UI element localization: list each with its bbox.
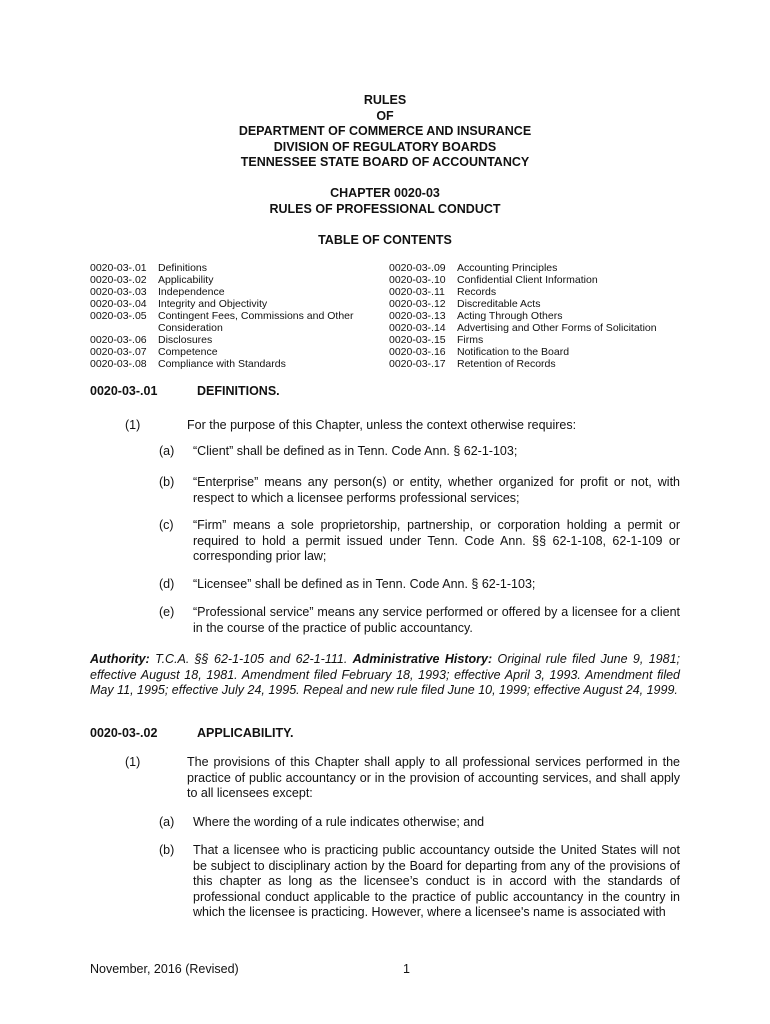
- subparagraph: [159, 605, 680, 636]
- toc-entry[interactable]: [90, 358, 362, 370]
- chapter-number: CHAPTER 0020-03: [330, 186, 440, 200]
- paragraph: [125, 755, 680, 802]
- toc-entry[interactable]: [389, 322, 689, 334]
- subparagraph-text: “Enterprise” means any person(s) or entity, whether organized for profit or not, with respect to which a licensee performs professional services;: [193, 475, 680, 505]
- toc-entry-number: 0020-03-.01: [90, 262, 147, 274]
- chapter-heading: [0, 186, 770, 217]
- toc-entry-number: 0020-03-.06: [90, 334, 147, 346]
- paragraph-label: (1): [125, 418, 141, 432]
- title-line: DEPARTMENT OF COMMERCE AND INSURANCE: [238, 124, 532, 138]
- paragraph-text: For the purpose of this Chapter, unless the context otherwise requires:: [187, 418, 577, 432]
- subparagraph-label: (d): [159, 577, 175, 591]
- toc-entry[interactable]: [389, 310, 689, 322]
- subparagraph: [159, 518, 680, 565]
- toc-entry-number: 0020-03-.05: [90, 310, 147, 322]
- title-line: DIVISION OF REGULATORY BOARDS: [273, 139, 497, 154]
- section-title: APPLICABILITY.: [197, 726, 294, 740]
- toc-entry-number: 0020-03-.17: [389, 358, 446, 370]
- subparagraph: [159, 475, 680, 506]
- toc-entry-number: 0020-03-.15: [389, 334, 446, 346]
- toc-entry-title: Advertising and Other Forms of Solicitation: [457, 322, 657, 334]
- toc-heading: [0, 233, 770, 249]
- section-heading-definitions: [90, 384, 280, 400]
- history-label: Administrative History:: [352, 652, 493, 666]
- toc-entry-title: Notification to the Board: [457, 346, 570, 358]
- subparagraph: [159, 577, 680, 593]
- toc-entry-title: Compliance with Standards: [158, 358, 286, 370]
- toc-entry-number: 0020-03-.16: [389, 346, 446, 358]
- paragraph: [125, 418, 680, 434]
- subparagraph-text: “Licensee” shall be defined as in Tenn. Code Ann. § 62-1-103;: [193, 577, 536, 591]
- toc-entry[interactable]: [90, 298, 362, 310]
- toc-entry-number: 0020-03-.10: [389, 274, 446, 286]
- toc-entry[interactable]: [389, 346, 689, 358]
- toc-heading-text: TABLE OF CONTENTS: [318, 233, 452, 247]
- section-number: 0020-03-.02: [90, 726, 158, 740]
- toc-entry[interactable]: [389, 298, 689, 310]
- toc-entry-number: 0020-03-.03: [90, 286, 147, 298]
- subparagraph-text: “Firm” means a sole proprietorship, partnership, or corporation holding a permit or required to hold a permit issued under Tenn. Code Ann. §§ 62-1-108, 62-1-109 or corresponding prior law;: [193, 518, 680, 563]
- toc-entry-number: 0020-03-.11: [389, 286, 445, 298]
- toc-entry[interactable]: [90, 346, 362, 358]
- title-line: RULES: [363, 93, 407, 107]
- toc-right-column: [389, 262, 689, 370]
- paragraph-label: (1): [125, 755, 141, 769]
- toc-entry[interactable]: [389, 262, 689, 274]
- page-number: 1: [403, 962, 410, 976]
- subparagraph: [159, 444, 680, 460]
- toc-entry-title: Contingent Fees, Commissions and Other Consideration: [158, 310, 354, 334]
- title-line: OF: [376, 108, 394, 123]
- paragraph-text: The provisions of this Chapter shall apply to all professional services performed in the practice of public accountancy or in the provision of accounting services, and shall apply to all licensees except:: [187, 755, 680, 800]
- toc-left-column: [90, 262, 362, 370]
- toc-entry[interactable]: [389, 334, 689, 346]
- authority-text: T.C.A. §§ 62-1-105 and 62-1-111.: [149, 652, 353, 666]
- toc-entry-number: 0020-03-.12: [389, 298, 446, 310]
- subparagraph-text: Where the wording of a rule indicates otherwise; and: [193, 815, 485, 829]
- toc-entry-number: 0020-03-.02: [90, 274, 147, 286]
- toc-entry[interactable]: [90, 286, 362, 298]
- footer-date: November, 2016 (Revised): [90, 962, 239, 976]
- toc-entry-title: Applicability: [158, 274, 214, 286]
- toc-entry-number: 0020-03-.13: [389, 310, 446, 322]
- toc-entry[interactable]: [90, 274, 362, 286]
- toc-entry-number: 0020-03-.14: [389, 322, 446, 334]
- subparagraph-label: (a): [159, 444, 175, 458]
- toc-entry[interactable]: [389, 274, 689, 286]
- toc-entry-number: 0020-03-.04: [90, 298, 147, 310]
- toc-entry-title: Disclosures: [158, 334, 213, 346]
- subparagraph-label: (c): [159, 518, 174, 532]
- toc-entry[interactable]: [90, 334, 362, 346]
- subparagraph: [159, 815, 680, 831]
- document-title: [0, 93, 770, 171]
- toc-entry-title: Acting Through Others: [457, 310, 563, 322]
- toc-entry-number: 0020-03-.08: [90, 358, 147, 370]
- subparagraph-text: “Client” shall be defined as in Tenn. Code Ann. § 62-1-103;: [193, 444, 518, 458]
- toc-entry-title: Independence: [158, 286, 225, 298]
- authority-label: Authority:: [90, 652, 150, 666]
- toc-entry[interactable]: [389, 358, 689, 370]
- toc-entry-title: Competence: [158, 346, 218, 358]
- section-number: 0020-03-.01: [90, 384, 158, 398]
- toc-entry-title: Records: [457, 286, 497, 298]
- subparagraph-label: (a): [159, 815, 175, 829]
- toc-entry-number: 0020-03-.09: [389, 262, 446, 274]
- subparagraph-label: (b): [159, 475, 175, 489]
- subparagraph-label: (b): [159, 843, 175, 857]
- toc-entry-title: Retention of Records: [457, 358, 556, 370]
- title-line: TENNESSEE STATE BOARD OF ACCOUNTANCY: [240, 155, 530, 169]
- toc-entry-number: 0020-03-.07: [90, 346, 147, 358]
- toc-entry-title: Firms: [457, 334, 484, 346]
- toc-entry-title: Confidential Client Information: [457, 274, 598, 286]
- history-text: Original rule filed June 9, 1981; effective August 18, 1981. Amendment filed February 18, 1993; effective April 3, 1993. Amendment filed May 11, 1995; effective July 24, 1995. Repeal and new rule filed June 10, 1999; effective August 24, 1999.: [90, 652, 680, 697]
- toc-entry-title: Integrity and Objectivity: [158, 298, 268, 310]
- toc-entry-title: Definitions: [158, 262, 208, 274]
- subparagraph-text: “Professional service” means any service performed or offered by a licensee for a client in the course of the practice of public accountancy.: [193, 605, 680, 635]
- section-heading-applicability: [90, 726, 294, 742]
- subparagraph: [159, 843, 680, 921]
- subparagraph-text: That a licensee who is practicing public accountancy outside the United States will not be subject to disciplinary action by the Board for departing from any of the provisions of this chapter as long as the licensee’s conduct is in accord with the standards of professional conduct applicable to the practice of public accountancy in the country in which the licensee is practicing. However, where a licensee's name is associated with: [193, 843, 680, 919]
- toc-entry[interactable]: [389, 286, 689, 298]
- subparagraph-label: (e): [159, 605, 175, 619]
- toc-entry[interactable]: [90, 262, 362, 274]
- authority-history-note: [90, 652, 680, 699]
- toc-entry[interactable]: [90, 310, 362, 334]
- chapter-title: RULES OF PROFESSIONAL CONDUCT: [269, 201, 501, 216]
- toc-entry-title: Accounting Principles: [457, 262, 558, 274]
- toc-entry-title: Discreditable Acts: [457, 298, 541, 310]
- section-title: DEFINITIONS.: [197, 384, 280, 398]
